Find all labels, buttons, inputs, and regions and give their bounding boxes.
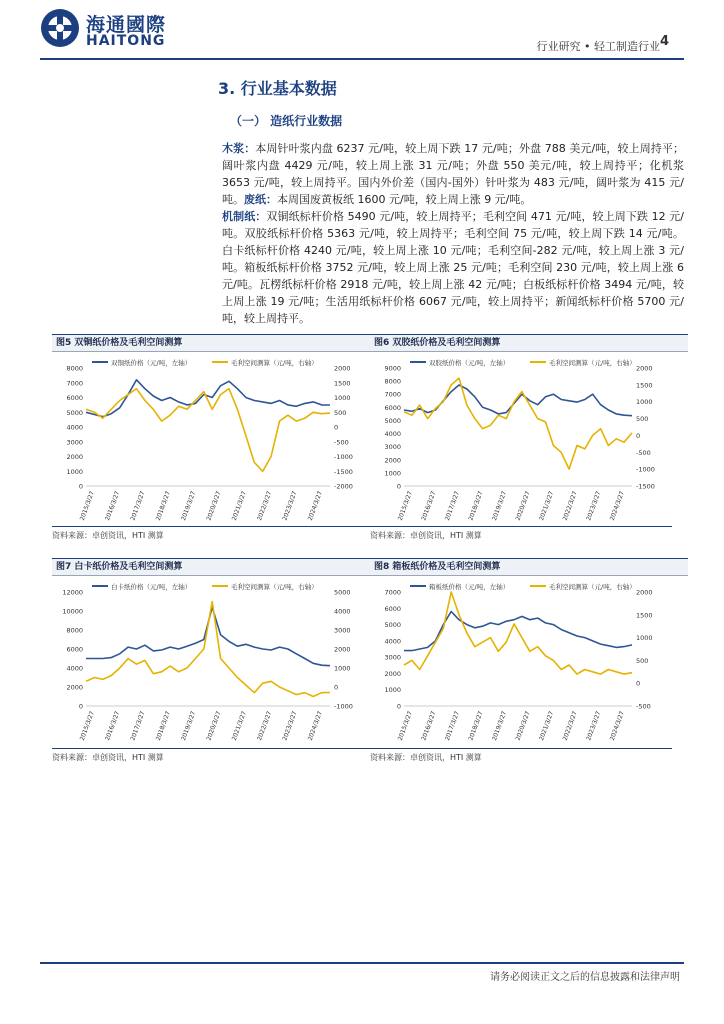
x-axis-tick-label: 2020/3/27 bbox=[205, 710, 223, 742]
left-axis-tick-label: 6000 bbox=[384, 604, 401, 613]
right-axis-tick-label: 500 bbox=[636, 656, 649, 665]
right-axis-tick-label: 1000 bbox=[636, 634, 653, 643]
pulp-text: 本周针叶浆内盘 6237 元/吨，较上周下跌 17 元/吨；外盘 788 美元/吨，较上周持平；阔叶浆内盘 4429 元/吨，较上周上涨 31 元/吨；外盘 550 美元/吨，较上周持平；化机浆 3653 元/吨，较上周持平。国内外价差（国内-国外）针叶浆为 483 元/吨，阔叶浆为 415 元/吨。 bbox=[222, 142, 684, 206]
logo-chinese-name: 海通國際 bbox=[86, 14, 167, 36]
margin-series-line bbox=[404, 592, 632, 674]
x-axis-tick-label: 2022/3/27 bbox=[256, 710, 274, 742]
x-axis-tick-label: 2022/3/27 bbox=[256, 490, 274, 522]
x-axis-tick-label: 2022/3/27 bbox=[561, 490, 579, 522]
pulp-label: 木浆： bbox=[222, 142, 256, 155]
legend-label: 毛利空间测算（元/吨，右轴） bbox=[549, 359, 636, 367]
machine-paper-text: 双铜纸标杆价格 5490 元/吨，较上周持平；毛利空间 471 元/吨，较上周下跌 12 元/吨。双胶纸标杆价格 5363 元/吨，较上周持平；毛利空间 75 元/吨，较上周下跌 14 元/吨。白卡纸标杆价格 4240 元/吨，较上周上涨 10 元/吨；毛利空间-282 元/吨，较上周上涨 3 元/吨。箱板纸标杆价格 3752 元/吨，较上周上涨 25 元/吨；毛利空间 230 元/吨，较上周上涨 6 元/吨。瓦楞纸标杆价格 2918 元/吨，较上周上涨 42 元/吨；白板纸标杆价格 3494 元/吨，较上周上涨 19 元/吨；生活用纸标杆价格 6067 元/吨，较上周持平；新闻纸标杆价格 5700 元/吨，较上周持平。 bbox=[222, 210, 684, 325]
right-axis-tick-label: 1000 bbox=[636, 398, 653, 407]
right-axis-tick-label: 1000 bbox=[334, 664, 351, 673]
header-rule bbox=[40, 58, 684, 60]
legend-label: 毛利空间测算（元/吨，右轴） bbox=[549, 583, 636, 591]
left-axis-tick-label: 7000 bbox=[384, 588, 401, 597]
left-axis-tick-label: 3000 bbox=[66, 438, 83, 447]
left-axis-tick-label: 7000 bbox=[66, 379, 83, 388]
price-series-line bbox=[404, 385, 632, 416]
x-axis-tick-label: 2021/3/27 bbox=[538, 490, 556, 522]
right-axis-tick-label: -1500 bbox=[636, 482, 655, 491]
legend-label: 毛利空间测算（元/吨，右轴） bbox=[231, 583, 318, 591]
left-axis-tick-label: 1000 bbox=[66, 467, 83, 476]
price-series-line bbox=[86, 607, 330, 666]
left-axis-tick-label: 10000 bbox=[62, 607, 83, 616]
x-axis-tick-label: 2020/3/27 bbox=[514, 490, 532, 522]
right-axis-tick-label: -500 bbox=[334, 438, 349, 447]
right-axis-tick-label: 2000 bbox=[636, 364, 653, 373]
left-axis-tick-label: 1000 bbox=[384, 469, 401, 478]
left-axis-tick-label: 4000 bbox=[384, 637, 401, 646]
x-axis-tick-label: 2015/3/27 bbox=[78, 490, 96, 522]
x-axis-tick-label: 2021/3/27 bbox=[230, 710, 248, 742]
subsection-title: （一） 造纸行业数据 bbox=[230, 114, 343, 128]
left-axis-tick-label: 2000 bbox=[66, 453, 83, 461]
x-axis-tick-label: 2023/3/27 bbox=[585, 490, 603, 522]
figure-8-bottom-rule bbox=[370, 748, 672, 749]
x-axis-tick-label: 2015/3/27 bbox=[396, 490, 414, 522]
data-paragraph bbox=[222, 140, 684, 327]
left-axis-tick-label: 1000 bbox=[384, 686, 401, 695]
right-axis-tick-label: 1500 bbox=[334, 379, 351, 388]
right-axis-tick-label: 2000 bbox=[334, 645, 351, 654]
left-axis-tick-label: 8000 bbox=[66, 626, 83, 635]
margin-series-line bbox=[86, 602, 330, 697]
right-axis-tick-label: -500 bbox=[636, 448, 651, 457]
legal-disclaimer: 请务必阅读正文之后的信息披露和法律声明 bbox=[490, 972, 680, 983]
x-axis-tick-label: 2019/3/27 bbox=[180, 490, 198, 522]
x-axis-tick-label: 2017/3/27 bbox=[443, 490, 461, 522]
chart-containerboard bbox=[370, 576, 672, 748]
right-axis-tick-label: 4000 bbox=[334, 607, 351, 616]
legend-label: 箱板纸价格（元/吨，左轴） bbox=[429, 583, 510, 591]
x-axis-tick-label: 2016/3/27 bbox=[420, 490, 438, 522]
left-axis-tick-label: 7000 bbox=[384, 390, 401, 399]
wastepaper-text: 本周国废黄板纸 1600 元/吨，较上周上涨 9 元/吨。 bbox=[277, 193, 532, 206]
haitong-logo-icon bbox=[40, 8, 80, 48]
x-axis-tick-label: 2024/3/27 bbox=[608, 490, 626, 522]
right-axis-tick-label: 0 bbox=[334, 423, 339, 432]
figure-6 bbox=[370, 334, 688, 532]
x-axis-tick-label: 2023/3/27 bbox=[281, 710, 299, 742]
figure-5-bottom-rule bbox=[52, 526, 370, 527]
x-axis-tick-label: 2018/3/27 bbox=[467, 710, 485, 742]
legend-label: 双胶纸价格（元/吨，左轴） bbox=[429, 359, 510, 367]
left-axis-tick-label: 6000 bbox=[66, 645, 83, 654]
legend-label: 白卡纸价格（元/吨，左轴） bbox=[111, 583, 192, 591]
left-axis-tick-label: 3000 bbox=[384, 653, 401, 662]
right-axis-tick-label: 1500 bbox=[636, 611, 653, 620]
footer-rule bbox=[40, 962, 684, 964]
chart-offset-paper bbox=[370, 352, 672, 528]
right-axis-tick-label: 500 bbox=[636, 415, 649, 424]
x-axis-tick-label: 2017/3/27 bbox=[129, 490, 147, 522]
x-axis-tick-label: 2016/3/27 bbox=[104, 490, 122, 522]
figure-6-source: 资料来源：卓创资讯，HTI 测算 bbox=[370, 531, 482, 540]
legend-label: 毛利空间测算（元/吨，右轴） bbox=[231, 359, 318, 367]
figure-5 bbox=[52, 334, 370, 532]
figure-6-bottom-rule bbox=[370, 526, 672, 527]
x-axis-tick-label: 2015/3/27 bbox=[78, 710, 96, 742]
chart-ivory-board bbox=[52, 576, 370, 748]
right-axis-tick-label: 0 bbox=[334, 683, 339, 692]
margin-series-line bbox=[86, 389, 330, 472]
x-axis-tick-label: 2022/3/27 bbox=[561, 710, 579, 742]
left-axis-tick-label: 5000 bbox=[384, 416, 401, 425]
right-axis-tick-label: -1000 bbox=[636, 465, 655, 474]
left-axis-tick-label: 8000 bbox=[66, 364, 83, 373]
chart-coated-paper bbox=[52, 352, 370, 528]
x-axis-tick-label: 2017/3/27 bbox=[443, 710, 461, 742]
left-axis-tick-label: 4000 bbox=[66, 423, 83, 432]
right-axis-tick-label: 2000 bbox=[636, 588, 653, 597]
figure-8-source: 资料来源：卓创资讯，HTI 测算 bbox=[370, 753, 482, 762]
x-axis-tick-label: 2018/3/27 bbox=[154, 490, 172, 522]
left-axis-tick-label: 3000 bbox=[384, 443, 401, 452]
left-axis-tick-label: 8000 bbox=[384, 377, 401, 386]
left-axis-tick-label: 0 bbox=[78, 482, 83, 491]
right-axis-tick-label: 0 bbox=[636, 431, 641, 440]
x-axis-tick-label: 2020/3/27 bbox=[514, 710, 532, 742]
right-axis-tick-label: -2000 bbox=[334, 482, 353, 491]
machine-paper-label: 机制纸： bbox=[222, 210, 267, 223]
report-section-label: 行业研究 • 轻工制造行业 bbox=[536, 40, 660, 53]
right-axis-tick-label: 5000 bbox=[334, 588, 351, 597]
left-axis-tick-label: 4000 bbox=[384, 430, 401, 439]
left-axis-tick-label: 5000 bbox=[66, 408, 83, 417]
x-axis-tick-label: 2018/3/27 bbox=[154, 710, 172, 742]
margin-series-line bbox=[404, 378, 632, 469]
figure-title: 图7 白卡纸价格及毛利空间测算 bbox=[52, 558, 370, 576]
left-axis-tick-label: 6000 bbox=[384, 403, 401, 412]
right-axis-tick-label: 500 bbox=[334, 408, 347, 417]
left-axis-tick-label: 6000 bbox=[66, 394, 83, 402]
page-number: 4 bbox=[659, 34, 669, 49]
x-axis-tick-label: 2019/3/27 bbox=[491, 490, 509, 522]
x-axis-tick-label: 2024/3/27 bbox=[306, 490, 324, 522]
figure-7-bottom-rule bbox=[52, 748, 370, 749]
left-axis-tick-label: 2000 bbox=[384, 456, 401, 465]
figure-5-source: 资料来源：卓创资讯，HTI 测算 bbox=[52, 531, 164, 540]
left-axis-tick-label: 0 bbox=[78, 702, 83, 711]
x-axis-tick-label: 2016/3/27 bbox=[420, 710, 438, 742]
section-title: 3. 行业基本数据 bbox=[218, 79, 337, 98]
x-axis-tick-label: 2023/3/27 bbox=[585, 710, 603, 742]
left-axis-tick-label: 5000 bbox=[384, 621, 401, 630]
wastepaper-label: 废纸： bbox=[244, 193, 277, 206]
right-axis-tick-label: 1500 bbox=[636, 381, 653, 390]
right-axis-tick-label: -1000 bbox=[334, 702, 353, 711]
right-axis-tick-label: -1000 bbox=[334, 453, 353, 461]
right-axis-tick-label: 3000 bbox=[334, 626, 351, 635]
x-axis-tick-label: 2017/3/27 bbox=[129, 710, 147, 742]
x-axis-tick-label: 2023/3/27 bbox=[281, 490, 299, 522]
x-axis-tick-label: 2020/3/27 bbox=[205, 490, 223, 522]
x-axis-tick-label: 2016/3/27 bbox=[104, 710, 122, 742]
right-axis-tick-label: -500 bbox=[636, 702, 651, 711]
x-axis-tick-label: 2015/3/27 bbox=[396, 710, 414, 742]
left-axis-tick-label: 2000 bbox=[66, 683, 83, 692]
figure-7-source: 资料来源：卓创资讯，HTI 测算 bbox=[52, 753, 164, 762]
logo-english-name: HAITONG bbox=[86, 33, 166, 49]
left-axis-tick-label: 0 bbox=[396, 702, 401, 711]
left-axis-tick-label: 12000 bbox=[62, 588, 83, 597]
left-axis-tick-label: 9000 bbox=[384, 364, 401, 373]
figure-7 bbox=[52, 558, 370, 752]
right-axis-tick-label: 1000 bbox=[334, 394, 351, 402]
left-axis-tick-label: 4000 bbox=[66, 664, 83, 673]
x-axis-tick-label: 2018/3/27 bbox=[467, 490, 485, 522]
legend-label: 双铜纸价格（元/吨，左轴） bbox=[111, 359, 192, 367]
x-axis-tick-label: 2019/3/27 bbox=[180, 710, 198, 742]
x-axis-tick-label: 2021/3/27 bbox=[538, 710, 556, 742]
x-axis-tick-label: 2024/3/27 bbox=[306, 710, 324, 742]
figure-title: 图5 双铜纸价格及毛利空间测算 bbox=[52, 334, 370, 352]
x-axis-tick-label: 2024/3/27 bbox=[608, 710, 626, 742]
right-axis-tick-label: 0 bbox=[636, 679, 641, 688]
figure-title: 图6 双胶纸价格及毛利空间测算 bbox=[370, 334, 688, 352]
x-axis-tick-label: 2021/3/27 bbox=[230, 490, 248, 522]
right-axis-tick-label: -1500 bbox=[334, 467, 353, 476]
haitong-logo bbox=[40, 8, 180, 50]
left-axis-tick-label: 2000 bbox=[384, 669, 401, 678]
x-axis-tick-label: 2019/3/27 bbox=[491, 710, 509, 742]
figure-8 bbox=[370, 558, 688, 752]
right-axis-tick-label: 2000 bbox=[334, 364, 351, 373]
left-axis-tick-label: 0 bbox=[396, 482, 401, 491]
figure-title: 图8 箱板纸价格及毛利空间测算 bbox=[370, 558, 688, 576]
